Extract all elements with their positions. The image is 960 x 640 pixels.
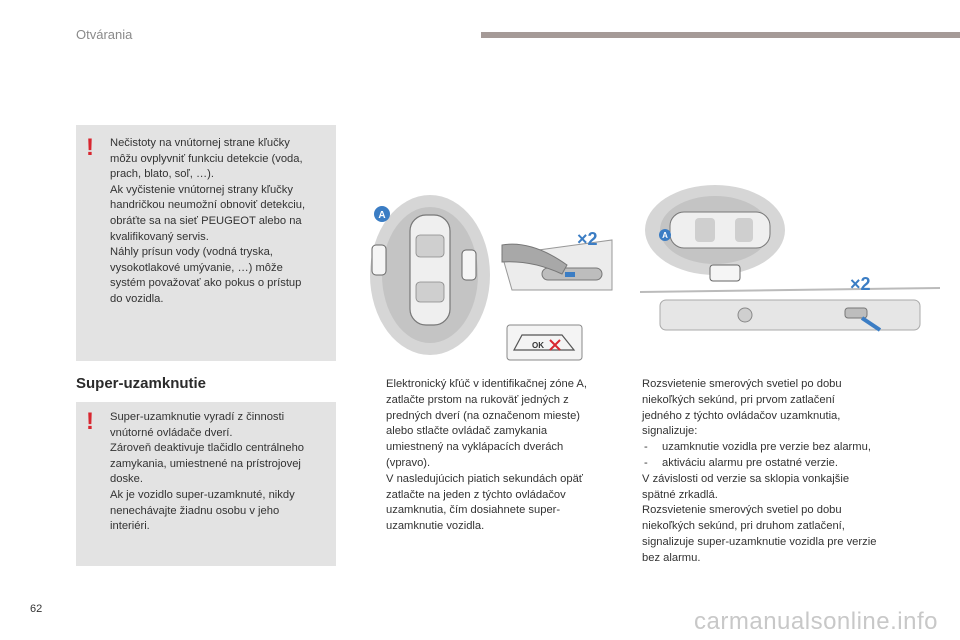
dash-item — [642, 456, 942, 472]
text-line: zatlačte prstom na rukoväť jedných z — [386, 393, 569, 406]
text-line: bez alarmu. — [642, 551, 701, 564]
text-line: Rozsvietenie smerových svetiel po dobu — [642, 378, 842, 390]
text-line: signalizuje: — [642, 425, 698, 438]
key-fob-left — [372, 245, 386, 275]
car-top-view — [670, 212, 770, 248]
text-line: Rozsvietenie smerových svetiel po dobu — [642, 504, 842, 517]
rear-window-shape — [735, 218, 753, 242]
tailgate-edge — [640, 288, 940, 292]
tailgate-illustration — [640, 180, 940, 365]
tailgate-button — [845, 308, 867, 318]
text-line: spätné zrkadlá. — [642, 488, 718, 501]
text-line: kvalifikovaný servis. — [110, 230, 209, 243]
right-column — [642, 377, 942, 567]
dash-item — [642, 440, 942, 456]
text-line: handričkou neumožní obnoviť detekciu, — [110, 199, 306, 212]
text-line: Ak je vozidlo super-uzamknuté, nikdy — [110, 488, 295, 501]
car-top-view — [410, 215, 450, 325]
warning-text-top — [110, 136, 326, 308]
text-line: niekoľkých sekúnd, pri druhom zatlačení, — [642, 520, 845, 533]
text-line: predných dverí (na označenom mieste) — [386, 409, 581, 422]
key-fob — [710, 265, 740, 281]
key-fob-right — [462, 250, 476, 280]
text-line: Zároveň deaktivuje tlačidlo centrálneho — [110, 442, 305, 455]
dash-mark: - — [644, 456, 648, 469]
exclamation-icon: ! — [86, 134, 94, 161]
text-line: zatlačte na jeden z týchto ovládačov — [386, 488, 566, 501]
exclamation-icon: ! — [86, 408, 94, 435]
text-line: zamykania, umiestnené na prístrojovej — [110, 457, 301, 470]
text-line: jedného z týchto ovládačov uzamknutia, — [642, 409, 841, 422]
text-line: obráťte sa na sieť PEUGEOT alebo na — [110, 214, 302, 227]
text-line: nenechávajte žiadnu osobu v jeho — [110, 504, 280, 517]
text-line: uzamknutie vozidla. — [386, 520, 485, 533]
text-line: doske. — [110, 473, 143, 486]
warning-box-bottom — [76, 402, 336, 566]
ok-label: OK — [532, 341, 544, 350]
text-line: Ak vyčistenie vnútornej strany kľučky — [110, 183, 293, 196]
press-marker — [565, 272, 575, 277]
text-line: vysokotlakové umývanie, …) môže — [110, 261, 283, 274]
press-count-label: ×2 — [850, 274, 871, 294]
rear-window-shape — [416, 282, 444, 302]
section-title: Super-uzamknutie — [76, 375, 207, 392]
text-line: signalizuje super-uzamknutie vozidla pre verzie — [642, 535, 877, 548]
text-line: Nečistoty na vnútornej strane kľučky — [110, 137, 290, 149]
door-handle-illustration — [362, 190, 622, 365]
text-line: aktiváciu alarmu pre ostatné verzie. — [662, 456, 838, 469]
text-line: (vpravo). — [386, 456, 431, 469]
page-header-title: Otvárania — [76, 27, 133, 42]
text-line: vnútorné ovládače dverí. — [110, 426, 233, 439]
text-line: systém považovať ako pokus o prístup — [110, 277, 302, 290]
middle-column — [362, 377, 624, 535]
text-line: Náhly prísun vody (vodná tryska, — [110, 246, 273, 259]
text-line: uzamknutie vozidla pre verzie bez alarmu, — [662, 441, 871, 454]
text-line: niekoľkých sekúnd, pri prvom zatlačení — [642, 393, 835, 406]
text-line: interiéri. — [110, 520, 150, 533]
warning-box-top — [76, 125, 336, 361]
zone-a-label: A — [378, 210, 386, 221]
windshield-shape — [416, 235, 444, 257]
zone-a-label: A — [662, 231, 668, 240]
header-bar — [481, 32, 960, 38]
text-line: prach, blato, soľ, …). — [110, 168, 214, 181]
warning-text-bottom — [110, 410, 326, 535]
page-number: 62 — [30, 603, 43, 615]
text-line: do vozidla. — [110, 292, 164, 305]
text-line: Super-uzamknutie vyradí z činnosti — [110, 411, 285, 423]
text-line: V nasledujúcich piatich sekundách opäť — [386, 472, 583, 485]
text-line: Elektronický kľúč v identifikačnej zóne A, — [386, 378, 588, 390]
tailgate-trim — [660, 300, 920, 330]
watermark: carmanualsonline.info — [694, 608, 938, 635]
press-count-label: ×2 — [577, 229, 598, 249]
text-line: V závislosti od verzie sa sklopia vonkajšie — [642, 472, 850, 485]
windshield-shape — [695, 218, 715, 242]
text-line: uzamknutia, čím dosiahnete super- — [386, 504, 561, 517]
text-line: alebo stlačte ovládač zamykania — [386, 425, 548, 438]
bullet-item-2 — [362, 472, 624, 535]
dash-mark: - — [644, 441, 648, 454]
bullet-item-1 — [362, 377, 624, 472]
text-line: umiestnený na vyklápacích dverách — [386, 441, 564, 454]
camera-icon — [738, 308, 752, 322]
text-line: môžu ovplyvniť funkciu detekcie (voda, — [110, 152, 303, 165]
